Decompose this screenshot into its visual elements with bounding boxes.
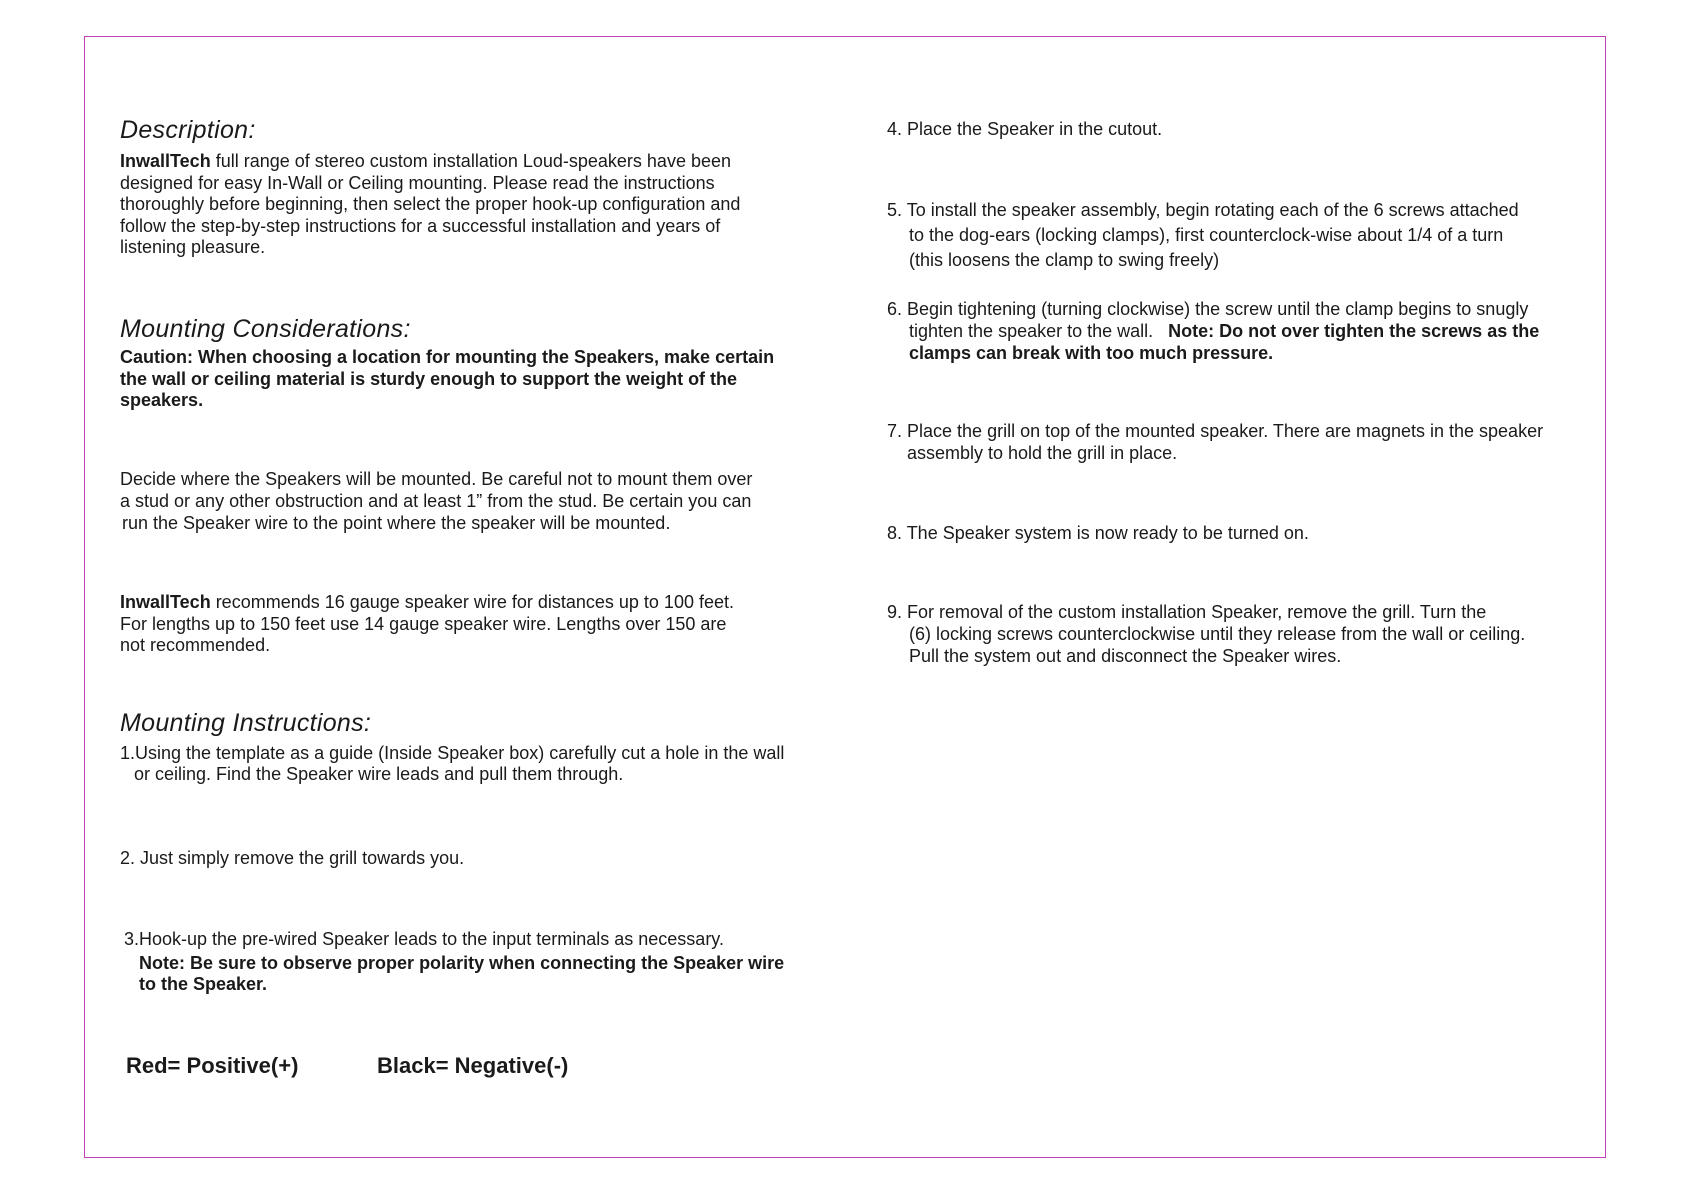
description-line-1: InwallTech full range of stereo custom installation Loud-speakers have been [120,151,731,171]
step-1-line-2: or ceiling. Find the Speaker wire leads and pull them through. [134,764,624,784]
step-3-note-line-1: Note: Be sure to observe proper polarity when connecting the Speaker wire [139,953,785,973]
step-9-line-1: 9. For removal of the custom installation Speaker, remove the grill. Turn the [887,602,1487,622]
wire-line-1: InwallTech recommends 16 gauge speaker wire for distances up to 100 feet. [120,592,734,612]
step-9-line-2: (6) locking screws counterclockwise until they release from the wall or ceiling. [909,624,1526,644]
step-1-line-1: 1.Using the template as a guide (Inside Speaker box) carefully cut a hole in the wall [120,743,785,763]
description-line-5: listening pleasure. [120,237,266,257]
description-paragraph [120,151,740,259]
step-3: 3.Hook-up the pre-wired Speaker leads to the input terminals as necessary. [124,929,724,949]
step-1 [120,743,784,785]
step-4: 4. Place the Speaker in the cutout. [887,119,1163,139]
step-8: 8. The Speaker system is now ready to be turned on. [887,523,1309,543]
decide-paragraph [120,468,752,534]
brand-name: InwallTech [120,592,211,612]
wire-line-2: For lengths up to 150 feet use 14 gauge speaker wire. Lengths over 150 are [120,613,727,634]
step-5 [887,198,1519,273]
step-7 [887,420,1543,464]
decide-line-3: run the Speaker wire to the point where the speaker will be mounted. [122,513,671,533]
mounting-instructions-heading: Mounting Instructions: [120,709,372,737]
step-6 [887,298,1539,364]
step-6-line-3: clamps can break with too much pressure. [909,343,1274,363]
step-9-line-3: Pull the system out and disconnect the Speaker wires. [909,646,1342,666]
step-5-line-2: to the dog-ears (locking clamps), first counterclock-wise about 1/4 of a turn [909,225,1504,245]
description-line-2: designed for easy In-Wall or Ceiling mounting. Please read the instructions [120,172,715,193]
caution-paragraph [120,347,774,412]
polarity-red-label: Red= Positive(+) [126,1053,299,1078]
polarity-black-label: Black= Negative(-) [377,1053,569,1078]
wire-line-3: not recommended. [120,635,271,655]
description-line-3: thoroughly before beginning, then select the proper hook-up configuration and [120,194,741,214]
step-9 [887,601,1525,667]
wire-paragraph [120,592,734,657]
step-6-note: Note: Do not over tighten the screws as the [1168,321,1540,341]
brand-name: InwallTech [120,151,211,171]
decide-line-1: Decide where the Speakers will be mounted. Be careful not to mount them over [120,469,753,489]
caution-line-2: the wall or ceiling material is sturdy enough to support the weight of the [120,368,738,389]
step-3-note [139,953,784,995]
step-5-line-3: (this loosens the clamp to swing freely) [909,250,1220,270]
description-heading: Description: [120,116,256,144]
mounting-considerations-heading: Mounting Considerations: [120,315,411,343]
step-3-note-line-2: to the Speaker. [139,974,268,994]
decide-line-2: a stud or any other obstruction and at least 1” from the stud. Be certain you can [120,491,752,511]
step-5-line-1: 5. To install the speaker assembly, begin rotating each of the 6 screws attached [887,200,1519,220]
caution-line-1: Caution: When choosing a location for mounting the Speakers, make certain [120,347,775,367]
step-6-line-1: 6. Begin tightening (turning clockwise) the screw until the clamp begins to snugly [887,299,1529,319]
step-7-line-1: 7. Place the grill on top of the mounted speaker. There are magnets in the speaker [887,421,1544,441]
step-7-line-2: assembly to hold the grill in place. [907,443,1178,463]
step-2: 2. Just simply remove the grill towards you. [120,848,465,868]
description-line-4: follow the step-by-step instructions for a successful installation and years of [120,215,721,236]
step-6-line-2: tighten the speaker to the wall. Note: Do not over tighten the screws as the [909,321,1540,341]
caution-line-3: speakers. [120,390,204,410]
